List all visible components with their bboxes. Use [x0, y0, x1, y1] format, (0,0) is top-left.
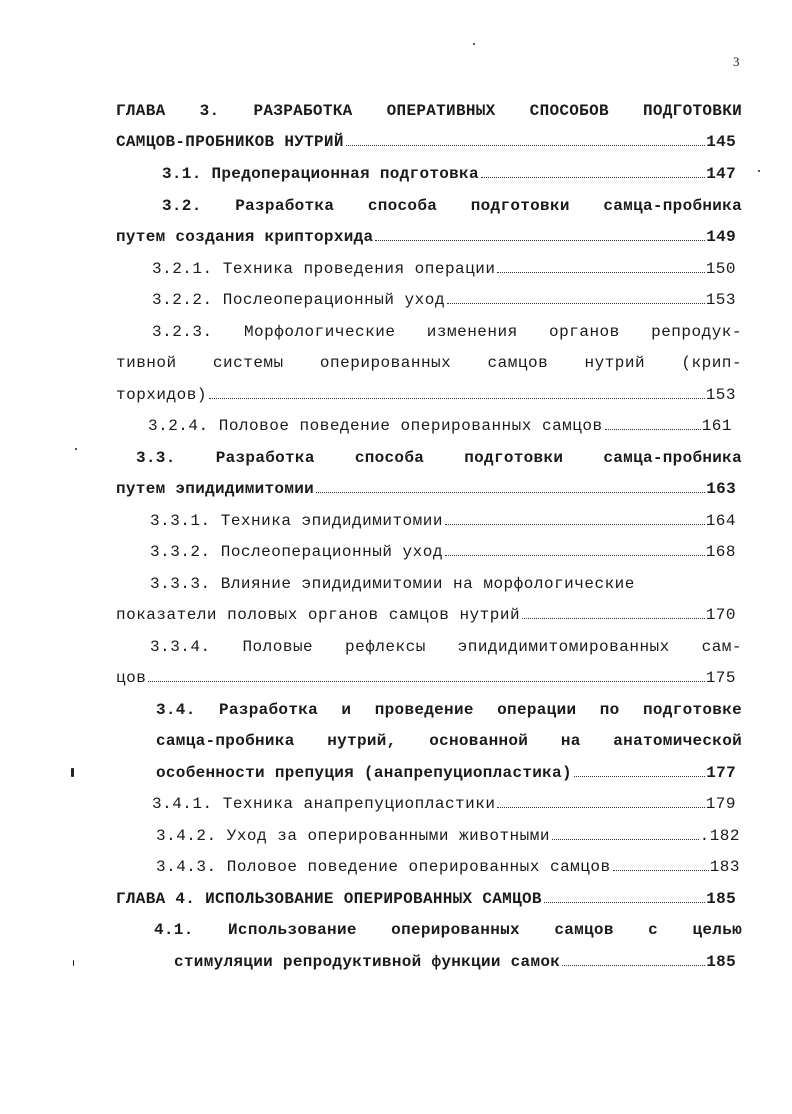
toc-text: 3.3.4. Половые рефлексы эпидидимитомированных сам- — [150, 638, 742, 656]
toc-text: 3.3.2. Послеоперационный уход — [150, 543, 443, 561]
toc-line-3-2-1 — [152, 258, 736, 280]
toc-line-3-3-cont — [116, 478, 736, 500]
toc-line-chapter-3-title — [116, 100, 742, 122]
dot-leader — [346, 145, 706, 146]
toc-page: 164 — [705, 512, 736, 530]
toc-text: путем создания крипторхида — [116, 228, 374, 246]
toc-text: 3.2.1. Техника проведения операции — [152, 260, 496, 278]
toc-page: 149 — [706, 228, 736, 246]
dot-leader — [375, 240, 705, 241]
toc-line-3-3 — [136, 447, 742, 469]
toc-text: 3.2.4. Половое поведение оперированных самцов — [148, 417, 603, 435]
toc-page: 179 — [705, 795, 736, 813]
toc-text: 3.4.3. Половое поведение оперированных самцов — [156, 858, 611, 876]
toc-line-3-4-3 — [156, 856, 740, 878]
toc-line-3-3-2 — [150, 541, 736, 563]
toc-line-3-4-cont — [156, 730, 742, 752]
toc-line-4-1 — [154, 919, 742, 941]
toc-line-3-4 — [156, 699, 742, 721]
toc-page: 168 — [705, 543, 736, 561]
toc-line-chapter-4 — [116, 888, 736, 910]
toc-text: тивной системы оперированных самцов нутрий (крип- — [116, 354, 742, 372]
toc-line-3-4-end — [156, 762, 736, 784]
toc-page: 183 — [709, 858, 740, 876]
toc-text: САМЦОВ-ПРОБНИКОВ НУТРИЙ — [116, 133, 344, 151]
toc-line-3-2-3-cont — [116, 352, 742, 374]
toc-text: 3.3.1. Техника эпидидимитомии — [150, 512, 443, 530]
dot-leader — [148, 681, 704, 682]
scan-speck — [71, 768, 74, 777]
toc-text: 3.3.3. Влияние эпидидимитомии на морфологические — [150, 575, 635, 593]
toc-text: стимуляции репродуктивной функции самок — [174, 953, 561, 971]
toc-text: 3.2. Разработка способа подготовки самца-пробника — [162, 197, 742, 215]
toc-text: 3.3. Разработка способа подготовки самца-пробника — [136, 449, 742, 467]
toc-text: 3.2.3. Морфологические изменения органов репродук- — [152, 323, 742, 341]
dot-leader — [552, 839, 699, 840]
toc-page: 150 — [705, 260, 736, 278]
scan-speck — [75, 448, 77, 450]
toc-text: самца-пробника нутрий, основанной на анатомической — [156, 732, 742, 750]
dot-leader — [562, 965, 705, 966]
toc-page: 175 — [705, 669, 736, 687]
toc-text: особенности препуция (анапрепуциопластика) — [156, 764, 572, 782]
toc-page: 153 — [705, 386, 736, 404]
toc-page: 177 — [706, 764, 736, 782]
toc-line-3-4-2 — [156, 825, 740, 847]
dot-leader — [445, 555, 705, 556]
dot-leader — [497, 807, 704, 808]
dot-leader — [497, 272, 704, 273]
toc-line-4-1-cont — [174, 951, 736, 973]
toc-line-3-2-3-end — [116, 384, 736, 406]
toc-line-3-3-3-cont — [116, 604, 736, 626]
page-number: 3 — [733, 54, 740, 69]
toc-text: торхидов) — [116, 386, 207, 404]
dot-leader — [316, 492, 705, 493]
toc-line-3-1 — [162, 163, 736, 185]
toc-line-3-4-1 — [152, 793, 736, 815]
toc-text: 3.4.2. Уход за оперированными животными — [156, 827, 550, 845]
toc-line-chapter-3-title-cont — [116, 131, 736, 153]
toc-page: 185 — [706, 890, 736, 908]
dot-leader — [522, 618, 705, 619]
toc-page: 185 — [706, 953, 736, 971]
dot-leader — [447, 303, 705, 304]
dot-leader — [209, 398, 705, 399]
dot-leader — [481, 177, 705, 178]
toc-text: путем эпидидимитомии — [116, 480, 315, 498]
dot-leader — [445, 524, 705, 525]
toc-page: 153 — [705, 291, 736, 309]
dot-leader — [544, 902, 706, 903]
toc-line-3-2-2 — [152, 289, 736, 311]
toc-text: цов — [116, 669, 147, 687]
toc-text: 3.2.2. Послеоперационный уход — [152, 291, 445, 309]
toc-line-3-3-4 — [150, 636, 742, 658]
toc-line-3-2 — [162, 195, 742, 217]
toc-page: 163 — [706, 480, 736, 498]
toc-page: .182 — [699, 827, 740, 845]
toc-text: 4.1. Использование оперированных самцов с целью — [154, 921, 742, 939]
toc-line-3-3-1 — [150, 510, 736, 532]
toc-line-3-2-3 — [152, 321, 742, 343]
dot-leader — [574, 776, 705, 777]
toc-line-3-2-cont — [116, 226, 736, 248]
dot-leader — [613, 870, 709, 871]
toc-line-3-2-4 — [148, 415, 732, 437]
toc-line-3-3-4-cont — [116, 667, 736, 689]
toc-line-3-3-3 — [150, 573, 690, 595]
toc-text: 3.1. Предоперационная подготовка — [162, 165, 479, 183]
toc-text: ГЛАВА 3. РАЗРАБОТКА ОПЕРАТИВНЫХ СПОСОБОВ ПОДГОТОВКИ — [116, 102, 742, 120]
toc-text: 3.4.1. Техника анапрепуциопластики — [152, 795, 496, 813]
scan-speck — [758, 170, 760, 172]
toc-text: показатели половых органов самцов нутрий — [116, 606, 521, 624]
toc-page: 170 — [705, 606, 736, 624]
toc-text: 3.4. Разработка и проведение операции по подготовке — [156, 701, 742, 719]
scan-speck — [473, 43, 475, 45]
toc-page: 147 — [706, 165, 736, 183]
toc-text: ГЛАВА 4. ИСПОЛЬЗОВАНИЕ ОПЕРИРОВАННЫХ САМЦОВ — [116, 890, 542, 908]
toc-page: 145 — [706, 133, 736, 151]
toc-page: 161 — [701, 417, 732, 435]
dot-leader — [605, 429, 701, 430]
scan-speck — [73, 960, 74, 966]
